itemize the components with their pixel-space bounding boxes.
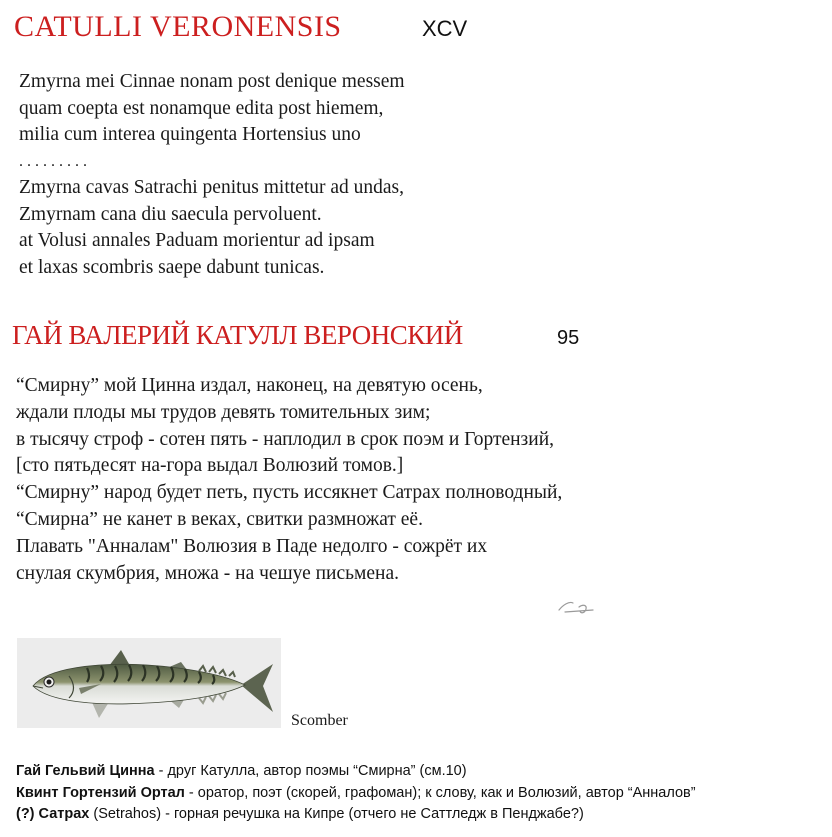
figure-caption: Scomber	[291, 712, 348, 729]
russian-poem	[16, 373, 562, 587]
russian-line: Плавать "Анналам" Волюзия в Паде недолго - сожрёт их	[16, 535, 488, 557]
russian-line: в тысячу строф - сотен пять - наплодил в срок поэм и Гортензий,	[16, 428, 555, 450]
russian-poem-number: 95	[557, 327, 580, 349]
footnote-term: (?) Сатрах	[16, 806, 90, 822]
russian-line: “Смирна” не канет в веках, свитки размножат её.	[16, 508, 423, 530]
footnote	[16, 783, 696, 805]
footnote-text: - оратор, поэт (скорей, графоман); к слову, как и Волюзий, автор “Анналов”	[184, 784, 696, 801]
footnote	[16, 804, 696, 826]
russian-line: снулая скумбрия, множа - на чешуе письмена.	[16, 562, 399, 584]
russian-title: ГАЙ ВАЛЕРИЙ КАТУЛЛ ВЕРОНСКИЙ	[12, 320, 463, 350]
russian-line: “Смирну” народ будет петь, пусть иссякнет Сатрах полноводный,	[16, 482, 563, 504]
mackerel-fish-icon	[17, 638, 281, 728]
latin-poem-number: XCV	[422, 16, 468, 41]
russian-line: “Смирну” мой Цинна издал, наконец, на девятую осень,	[16, 375, 483, 396]
latin-lacuna-line: . . . . . . . . .	[19, 152, 87, 170]
latin-title: CATULLI VERONENSIS	[14, 10, 342, 43]
footnotes	[16, 761, 696, 826]
latin-line: Zmyrna cavas Satrachi penitus mittetur ad undas,	[19, 177, 405, 198]
latin-line: quam coepta est nonamque edita post hiemem,	[19, 97, 384, 119]
russian-line: ждали плоды мы трудов девять томительных зим;	[16, 401, 431, 423]
latin-poem	[19, 69, 405, 281]
footnote-term: Квинт Гортензий Ортал	[16, 784, 185, 801]
footnote-text: - друг Катулла, автор поэмы “Смирна” (см.10)	[154, 763, 467, 779]
latin-line: Zmyrna mei Cinnae nonam post denique messem	[19, 71, 405, 92]
latin-line: at Volusi annales Paduam morientur ad ipsam	[19, 230, 375, 251]
latin-line: et laxas scombris saepe dabunt tunicas.	[19, 256, 325, 278]
footnote-text: (Setrahos) - горная речушка на Кипре (отчего не Саттледж в Пенджабе?)	[89, 806, 584, 822]
footnote	[16, 761, 696, 783]
signature-mark	[553, 596, 599, 622]
footnote-term: Гай Гельвий Цинна	[16, 763, 155, 779]
russian-line: [сто пятьдесят на-гора выдал Волюзий томов.]	[16, 455, 404, 477]
latin-line: Zmyrnam cana diu saecula pervoluent.	[19, 203, 322, 225]
latin-line: milia cum interea quingenta Hortensius uno	[19, 124, 361, 145]
mackerel-illustration	[17, 638, 281, 728]
